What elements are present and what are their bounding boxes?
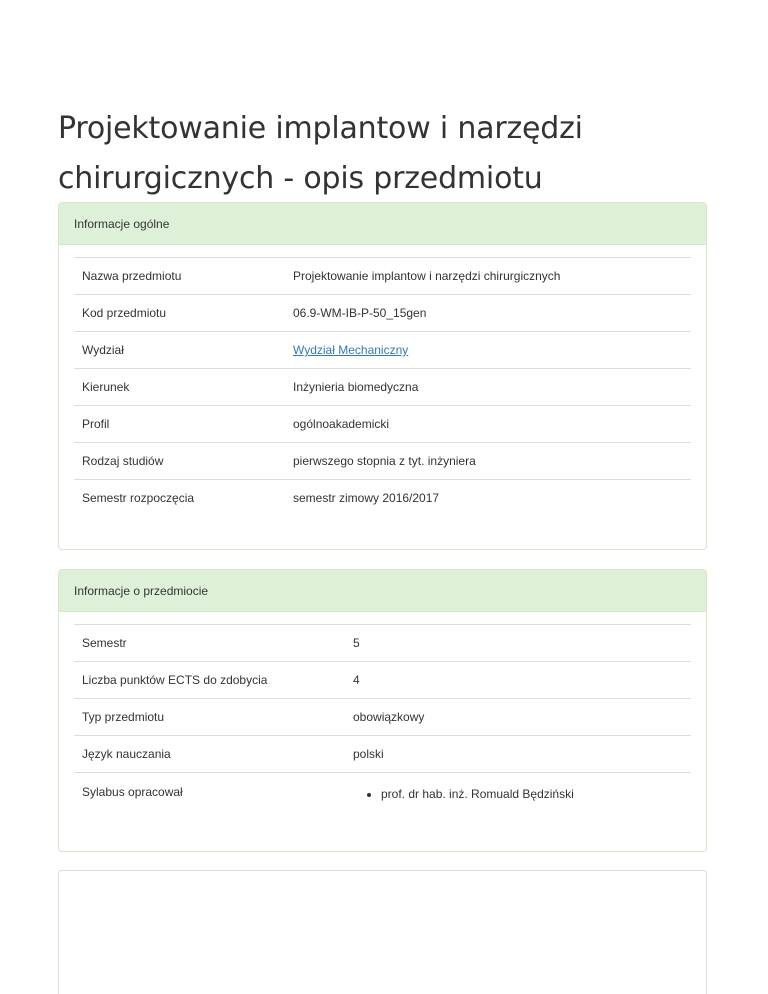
row-label: Profil [74,406,285,443]
row-value: obowiązkowy [345,699,691,736]
page-title [58,104,709,204]
row-label: Kod przedmiotu [74,295,285,332]
table-row [74,295,691,332]
table-row [74,369,691,406]
row-value: 4 [345,662,691,699]
subject-info-panel [58,569,707,852]
row-value: Projektowanie implantow i narzędzi chirurgicznych [285,258,691,295]
row-value: 5 [345,625,691,662]
table-row [74,443,691,480]
row-label: Semestr rozpoczęcia [74,480,285,517]
table-row [74,736,691,773]
row-value [285,332,691,369]
row-label: Nazwa przedmiotu [74,258,285,295]
table-row [74,258,691,295]
page-title-line-1: Projektowanie implantow i narzędzi [58,111,583,146]
row-label: Rodzaj studiów [74,443,285,480]
subject-info-table [74,624,691,810]
table-row [74,332,691,369]
row-value: ogólnoakademicki [285,406,691,443]
row-value: semestr zimowy 2016/2017 [285,480,691,517]
row-label: Język nauczania [74,736,345,773]
table-row [74,662,691,699]
row-value: 06.9-WM-IB-P-50_15gen [285,295,691,332]
row-value: pierwszego stopnia z tyt. inżyniera [285,443,691,480]
row-label: Typ przedmiotu [74,699,345,736]
row-label: Sylabus opracował [74,773,345,810]
table-row [74,480,691,517]
table-row [74,773,691,810]
row-label: Semestr [74,625,345,662]
general-info-table [74,257,691,517]
row-value: polski [345,736,691,773]
row-label: Kierunek [74,369,285,406]
row-value: Inżynieria biomedyczna [285,369,691,406]
general-info-panel [58,202,707,550]
row-label: Wydział [74,332,285,369]
page-title-line-2: chirurgicznych - opis przedmiotu [58,161,543,196]
faculty-link[interactable]: Wydział Mechaniczny [293,343,409,357]
list-item: • prof. dr hab. inż. Romuald Będziński [381,787,683,801]
row-label: Liczba punktów ECTS do zdobycia [74,662,345,699]
subject-info-heading: Informacje o przedmiocie [59,570,706,612]
table-row [74,699,691,736]
row-value [345,773,691,810]
table-row [74,406,691,443]
next-panel [58,870,707,994]
table-row [74,625,691,662]
general-info-heading: Informacje ogólne [59,203,706,245]
author-list [353,787,683,801]
